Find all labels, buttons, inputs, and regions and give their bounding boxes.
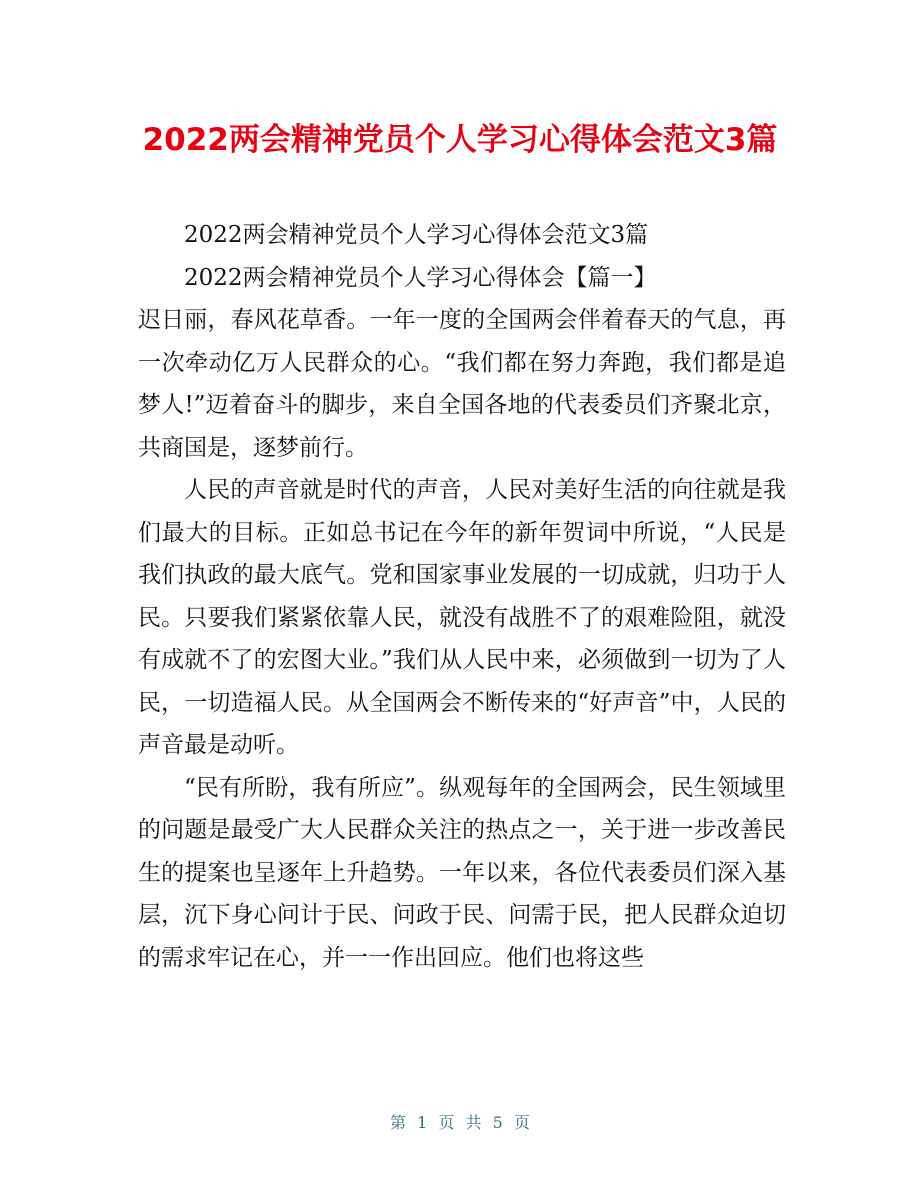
paragraph-5: “民有所盼，我有所应”。纵观每年的全国两会，民生领域里的问题是最受广大人民群众关注的热点之一，关于进一步改善民生的提案也呈逐年上升趋势。一年以来，各位代表委员们深入基层，沉下身心问计于民、问政于民、问需于民，把人民群众迫切的需求牢记在心，并一一作出回应。他们也将这些 (138, 774, 786, 971)
footer-prefix: 第 (390, 1113, 407, 1132)
paragraph-2: 2022两会精神党员个人学习心得体会【篇一】 (184, 264, 657, 291)
paragraph-1: 2022两会精神党员个人学习心得体会范文3篇 (184, 222, 649, 248)
paragraph-4: 人民的声音就是时代的声音，人民对美好生活的向往就是我们最大的目标。正如总书记在今年的新年贺词中所说，“人民是我们执政的最大底气。党和国家事业发展的一切成就，归功于人民。只要我们紧紧依靠人民，就没有战胜不了的艰难险阻，就没有成就不了的宏图大业。”我们从人民中来，必须做到一切为了人民，一切造福人民。从全国两会不断传来的“好声音”中，人民的声音最是动听。 (138, 477, 786, 758)
footer-total-suffix: 页 (513, 1113, 530, 1132)
paragraph-3: 迟日丽，春风花草香。一年一度的全国两会伴着春天的气息，再一次牵动亿万人民群众的心。“我们都在努力奔跑，我们都是追梦人!”迈着奋斗的脚步，来自全国各地的代表委员们齐聚北京，共商国是，逐梦前行。 (138, 307, 786, 461)
page-footer (0, 1112, 920, 1134)
document-body (138, 214, 786, 979)
document-title: 2022两会精神党员个人学习心得体会范文3篇 (142, 122, 778, 158)
footer-page-number: 1 (417, 1113, 428, 1132)
footer-total-pages: 5 (492, 1113, 503, 1132)
footer-page-label: 页 (438, 1113, 455, 1132)
footer-total-prefix: 共 (465, 1113, 482, 1132)
